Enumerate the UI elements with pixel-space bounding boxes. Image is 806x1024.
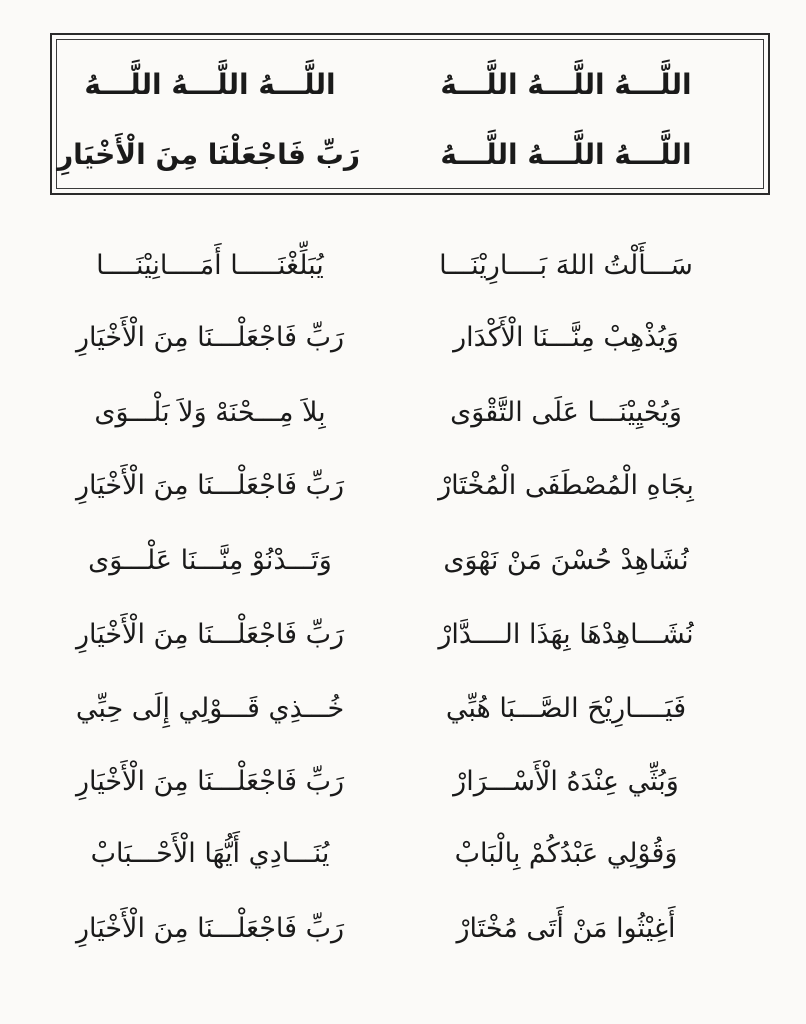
verse-left-hemistich: رَبِّ فَاجْعَلْـــنَا مِنَ الْأَخْيَارِ	[75, 766, 345, 797]
verse-right-hemistich: نُشَاهِدْ حُسْنَ مَنْ نَهْوَى	[443, 545, 689, 576]
verse-left-hemistich: وَتَـــدْنُوْ مِنَّـــنَا عَلْـــوَى	[88, 545, 332, 576]
verse-right-hemistich: وَيُحْيِيْنَـــا عَلَى التَّقْوَى	[450, 397, 682, 428]
verse-row	[0, 531, 806, 591]
verse-left-hemistich: يُبَلِّغْنَـــــا أَمَــــانِيْنَــــا	[96, 250, 324, 281]
verse-left-hemistich: بِلاَ مِـــحْنَهْ وَلاَ بَلْـــوَى	[94, 397, 326, 428]
verse-row	[0, 383, 806, 443]
verse-row	[0, 456, 806, 516]
verse-left-hemistich: يُنَـــادِي أَيُّهَا الْأَحْـــبَابْ	[90, 838, 330, 869]
verse-right-hemistich: وَبُثِّي عِنْدَهُ الْأَسْـــرَارْ	[453, 766, 679, 797]
verse-row	[0, 236, 806, 296]
verse-row	[0, 752, 806, 812]
refrain-right-hemistich: اللَّـــهُ اللَّـــهُ اللَّـــهُ	[440, 68, 692, 101]
verse-right-hemistich: فَيَــــارِيْحَ الصَّـــبَا هُبِّي	[445, 693, 687, 724]
verse-row	[0, 605, 806, 665]
verse-row	[0, 899, 806, 959]
verse-right-hemistich: وَقُوْلِي عَبْدُكُمْ بِالْبَابْ	[454, 838, 678, 869]
refrain-left-hemistich: رَبِّ فَاجْعَلْنَا مِنَ الْأَخْيَارِ	[57, 138, 360, 171]
verse-right-hemistich: أَغِيْثُوا مَنْ أَتَى مُخْتَارْ	[456, 913, 676, 944]
verse-left-hemistich: رَبِّ فَاجْعَلْـــنَا مِنَ الْأَخْيَارِ	[75, 470, 345, 501]
refrain-row-2	[0, 125, 806, 185]
verse-right-hemistich: بِجَاهِ الْمُصْطَفَى الْمُخْتَارْ	[438, 470, 694, 501]
verse-left-hemistich: خُـــذِي قَـــوْلِي إِلَى حِبِّي	[75, 693, 345, 724]
refrain-row-1	[0, 55, 806, 115]
verse-right-hemistich: سَـــأَلْتُ اللهَ بَــــارِيْنَـــا	[439, 250, 693, 281]
refrain-right-hemistich: اللَّـــهُ اللَّـــهُ اللَّـــهُ	[440, 138, 692, 171]
verse-left-hemistich: رَبِّ فَاجْعَلْـــنَا مِنَ الْأَخْيَارِ	[75, 913, 345, 944]
verse-right-hemistich: وَيُذْهِبْ مِنَّـــنَا الْأَكْدَار	[453, 322, 679, 353]
verse-left-hemistich: رَبِّ فَاجْعَلْـــنَا مِنَ الْأَخْيَارِ	[75, 322, 345, 353]
verse-row	[0, 679, 806, 739]
verse-right-hemistich: نُشَـــاهِدْهَا بِهَذَا الــــدَّارْ	[438, 619, 694, 650]
refrain-left-hemistich: اللَّـــهُ اللَّـــهُ اللَّـــهُ	[84, 68, 336, 101]
verse-row	[0, 308, 806, 368]
verse-row	[0, 824, 806, 884]
verse-left-hemistich: رَبِّ فَاجْعَلْـــنَا مِنَ الْأَخْيَارِ	[75, 619, 345, 650]
